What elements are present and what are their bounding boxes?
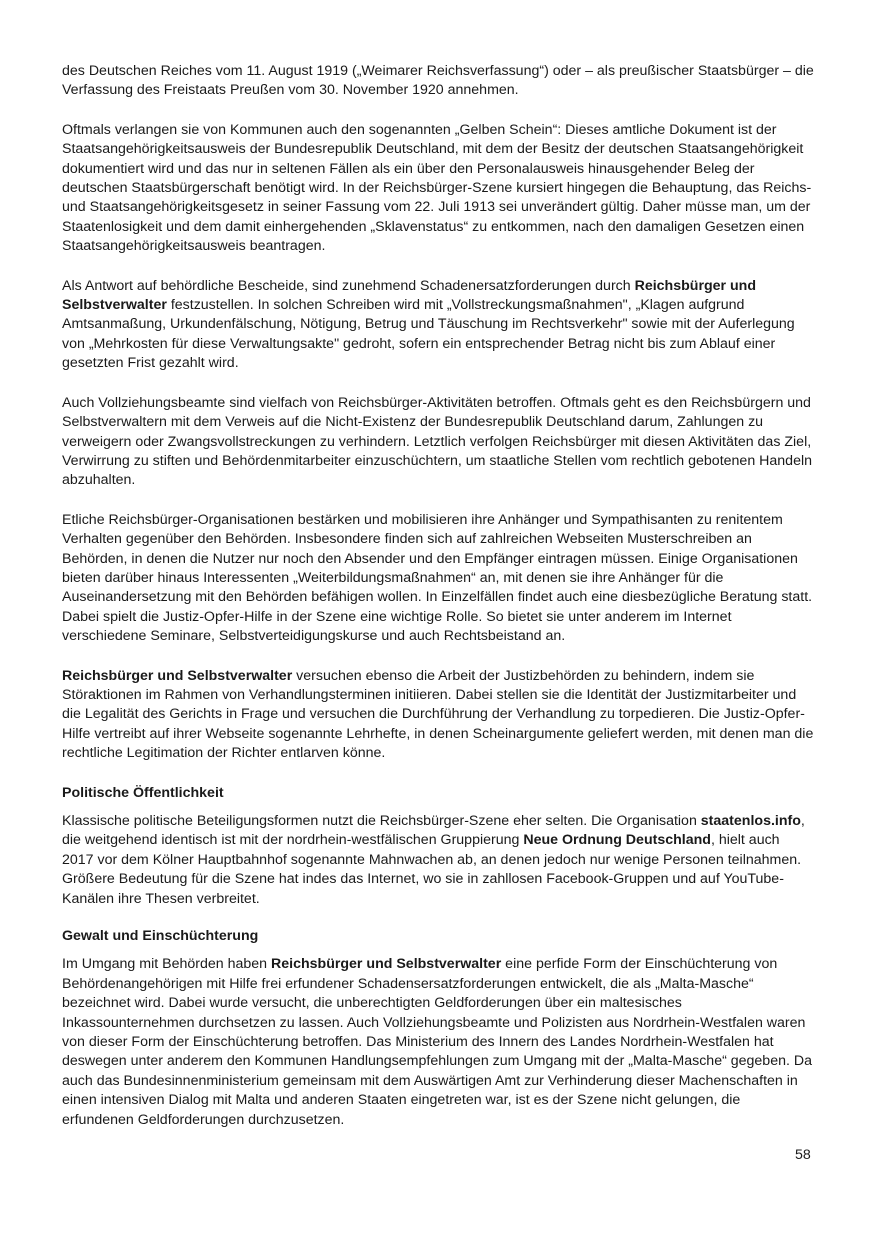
paragraph-text: , hielt auch 2017 vor dem Kölner Hauptbahnhof sogenannte Mahnwachen ab, an denen jedoch nur wenige Personen teilnahmen. Größere Bedeutung für die Szene hat indes das Internet, wo sie in zahllosen Facebook-Gruppen und auf YouTube-Kanälen ihre Thesen verbreitet. (62, 832, 802, 907)
paragraph-political (62, 812, 814, 909)
paragraph-text: , die weitgehend identisch ist mit der nordrhein-westfälischen Gruppierung (62, 813, 805, 849)
paragraph-text: Oftmals verlangen sie von Kommunen auch den sogenannten „Gelben Schein“: Dieses amtliche Dokument ist der Staatsangehörigkeitsausweis der Bundesrepublik Deutschland, mit dem der Besitz der deutschen Staatsangehörigkeit dokumentiert wird und das nur in seltenen Fällen als ein über den Personalausweis hinausgehender Beleg der deutschen Staatsbürgerschaft benötigt wird. In der Reichsbürger-Szene kursiert hingegen die Behauptung, das Reichs- und Staatsangehörigkeitsgesetz in seiner Fassung vom 22. Juli 1913 sei unverändert gültig. Daher müsse man, um der Staatenlosigkeit und dem damit einhergehenden „Sklavenstatus“ zu entkommen, nach den damaligen Gesetzen einen Staatsangehörigkeitsausweis beantragen. (62, 121, 812, 255)
section-heading-political: Politische Öffentlichkeit (62, 784, 224, 801)
bold-term: Reichsbürger und Selbstverwalter (62, 667, 293, 684)
paragraph-text: Etliche Reichsbürger-Organisationen bestärken und mobilisieren ihre Anhänger und Sympathisanten zu renitentem Verhalten gegenüber den Behörden. Insbesondere finden sich auf zahlreichen Webseiten Musterschreiben an Behörden, in denen die Nutzer nur noch den Absender und den Empfänger eintragen müssen. Einige Organisationen bieten darüber hinaus Interessenten „Weiterbildungsmaßnahmen“ an, mit denen sie ihre Anhänger für die Auseinandersetzung mit den Behörden befähigen wollen. In Einzelfällen findet auch eine diesbezügliche Beratung statt. Dabei spielt die Justiz-Opfer-Hilfe in der Szene eine wichtige Rolle. So bietet sie unter anderem im Internet verschiedene Seminare, Selbstverteidigungskurse und auch Rechtsbeistand an. (62, 511, 813, 645)
bold-term: Neue Ordnung Deutschland (523, 832, 711, 849)
document-page (62, 62, 814, 1150)
section-heading-violence: Gewalt und Einschüchterung (62, 928, 259, 945)
paragraph-violence (62, 955, 814, 1130)
paragraph-text: Im Umgang mit Behörden haben (62, 956, 271, 973)
paragraph-2 (62, 121, 814, 257)
paragraph-text: festzustellen. In solchen Schreiben wird mit „Vollstreckungsmaßnahmen", „Klagen aufgrund Amtsanmaßung, Urkundenfälschung, Nötigung, Betrug und Täuschung im Rechtsverkehr" sowie mit der Auferlegung von „Mehrkosten für diese Verwaltungsakte" gedroht, sofern ein entsprechender Betrag nicht bis zum Ablauf einer gesetzten Frist gezahlt wird. (62, 297, 795, 372)
paragraph-text: eine perfide Form der Einschüchterung von Behördenangehörigen mit Hilfe frei erfundener Schadensersatzforderungen entwickelt, die als „Malta-Masche“ bezeichnet wird. Dabei wurde versucht, die unberechtigten Geldforderungen über ein maltesisches Inkassounternehmen durchsetzen zu lassen. Auch Vollziehungsbeamte und Polizisten aus Nordrhein-Westfalen waren von dieser Form der Einschüchterung betroffen. Das Ministerium des Innern des Landes Nordrhein-Westfalen hat deswegen unter anderem den Kommunen Handlungsempfehlungen zum Umgang mit der „Malta-Masche“ gegeben. Da auch das Bundesinnenministerium gemeinsam mit dem Auswärtigen Amt zur Verhinderung dieser Machenschaften in einen intensiven Dialog mit Malta und anderen Staaten eingetreten war, ist es der Szene nicht gelungen, die erfundenen Geldforderungen durchzusetzen. (62, 956, 812, 1128)
paragraph-1 (62, 62, 814, 101)
paragraph-text: Auch Vollziehungsbeamte sind vielfach von Reichsbürger-Aktivitäten betroffen. Oftmals geht es den Reichsbürgern und Selbstverwaltern mit dem Verweis auf die Nicht-Existenz der Bundesrepublik Deutschland darum, Zahlungen zu verweigern oder Zwangsvollstreckungen zu verhindern. Letztlich verfolgen Reichsbürger mit diesen Aktivitäten das Ziel, Verwirrung zu stiften und Behördenmitarbeiter einzuschüchtern, um staatliche Stellen vom rechtlich gebotenen Handeln abzuhalten. (62, 394, 812, 489)
paragraph-4 (62, 394, 814, 491)
bold-term: staatenlos.info (700, 813, 801, 829)
paragraph-6 (62, 667, 814, 764)
paragraph-5 (62, 511, 814, 647)
paragraph-text: Klassische politische Beteiligungsformen nutzt die Reichsbürger-Szene eher selten. Die Organisation (62, 813, 701, 829)
paragraph-text: versuchen ebenso die Arbeit der Justizbehörden zu behindern, indem sie Störaktionen im Rahmen von Verhandlungsterminen initiieren. Dabei stellen sie die Identität der Justizmitarbeiter und die Legalität des Gerichts in Frage und versuchen die Durchführung der Verhandlung zu torpedieren. Die Justiz-Opfer-Hilfe vertreibt auf ihrer Webseite sogenannte Lehrhefte, in denen Scheinargumente geliefert werden, mit denen man die rechtliche Legitimation der Richter entlarven könne. (62, 667, 814, 762)
page-number: 58 (795, 1147, 811, 1163)
paragraph-text: des Deutschen Reiches vom 11. August 1919 („Weimarer Reichsverfassung“) oder – als preußischer Staatsbürger – die Verfassung des Freistaats Preußen vom 30. November 1920 annehmen. (62, 63, 814, 99)
paragraph-3 (62, 277, 814, 374)
bold-term: Reichsbürger und Selbstverwalter (271, 956, 502, 973)
bold-term: Reichsbürger und Selbstverwalter (62, 277, 756, 314)
paragraph-text: Als Antwort auf behördliche Bescheide, sind zunehmend Schadenersatzforderungen durch (62, 277, 635, 294)
